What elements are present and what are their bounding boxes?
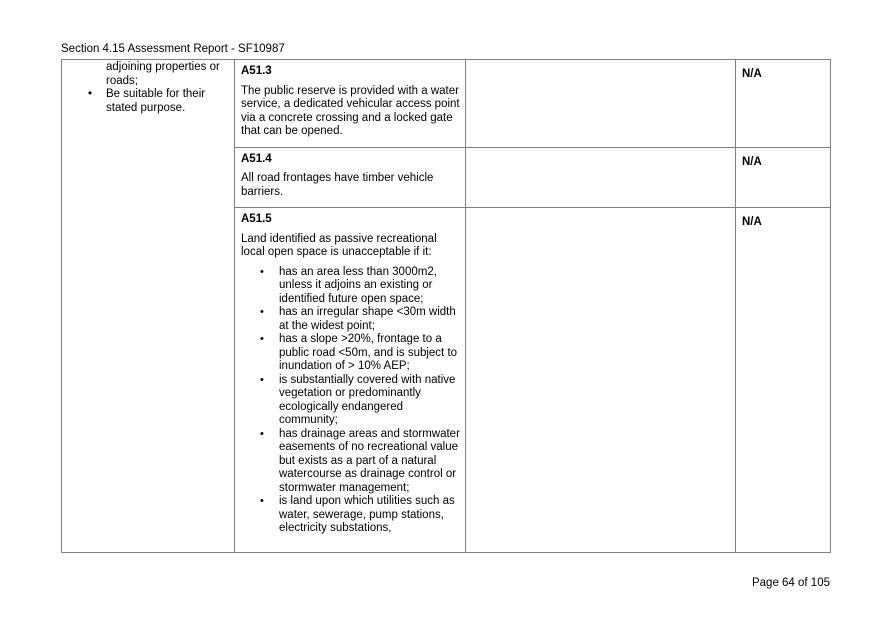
criteria-text: has drainage areas and stormwater easements of no recreational value but exists as a part of a natural watercourse as drainage control or stormwater management; — [279, 427, 460, 494]
control-code: A51.4 — [241, 152, 272, 165]
table-row — [62, 60, 831, 148]
criteria-list — [241, 266, 460, 536]
comment-text — [466, 208, 735, 212]
criteria-text: is substantially covered with native vegetation or predominantly ecologically endangered community; — [279, 373, 456, 426]
control-cell — [235, 147, 466, 208]
control-text: All road frontages have timber vehicle barriers. — [241, 172, 434, 198]
criteria-text: has an irregular shape <30m width at the widest point; — [279, 306, 456, 332]
list-item — [260, 306, 460, 333]
objectives-cell — [62, 60, 235, 553]
bullet-icon: • — [260, 265, 264, 278]
list-item — [260, 333, 460, 374]
list-item — [88, 88, 229, 115]
bullet-icon: • — [260, 333, 264, 345]
control-cell — [235, 208, 466, 553]
objective-text: Be suitable for their stated purpose. — [106, 88, 206, 114]
criteria-text: is land upon which utilities such as water, sewerage, pump stations, electricity substations, — [279, 495, 455, 534]
bullet-icon: • — [260, 495, 264, 507]
status-cell — [736, 60, 831, 148]
assessment-table — [61, 59, 831, 553]
page-number: Page 64 of 105 — [751, 577, 830, 589]
objective-fragment: adjoining properties or roads; — [106, 61, 220, 87]
comment-cell — [466, 208, 736, 553]
status-cell — [736, 147, 831, 208]
comment-text — [466, 60, 735, 64]
comment-cell — [466, 60, 736, 148]
control-text: Land identified as passive recreational local open space is unacceptable if it: — [241, 232, 437, 258]
list-item — [260, 495, 460, 536]
control-text: The public reserve is provided with a water service, a dedicated vehicular access point via a concrete crossing and a locked gate that can be opened. — [241, 84, 460, 137]
bullet-icon: • — [260, 373, 264, 386]
list-item — [260, 427, 460, 496]
objective-list — [66, 88, 229, 115]
bullet-icon: • — [260, 427, 264, 440]
criteria-text: has an area less than 3000m2, unless it adjoins an existing or identified future open space; — [279, 265, 437, 305]
status-badge: N/A — [742, 155, 762, 168]
status-badge: N/A — [742, 216, 762, 228]
status-cell — [736, 208, 831, 553]
bullet-icon: • — [88, 88, 93, 100]
list-item — [260, 373, 460, 428]
control-cell — [235, 60, 466, 148]
bullet-icon: • — [260, 306, 264, 318]
status-badge: N/A — [742, 68, 762, 80]
comment-cell — [466, 147, 736, 208]
criteria-text: has a slope >20%, frontage to a public road <50m, and is subject to inundation of > 10% AEP; — [279, 333, 458, 372]
list-item — [260, 265, 460, 307]
control-code: A51.5 — [241, 213, 272, 225]
report-header-title: Section 4.15 Assessment Report - SF10987 — [61, 43, 285, 55]
comment-text — [466, 148, 735, 152]
control-code: A51.3 — [241, 65, 272, 77]
